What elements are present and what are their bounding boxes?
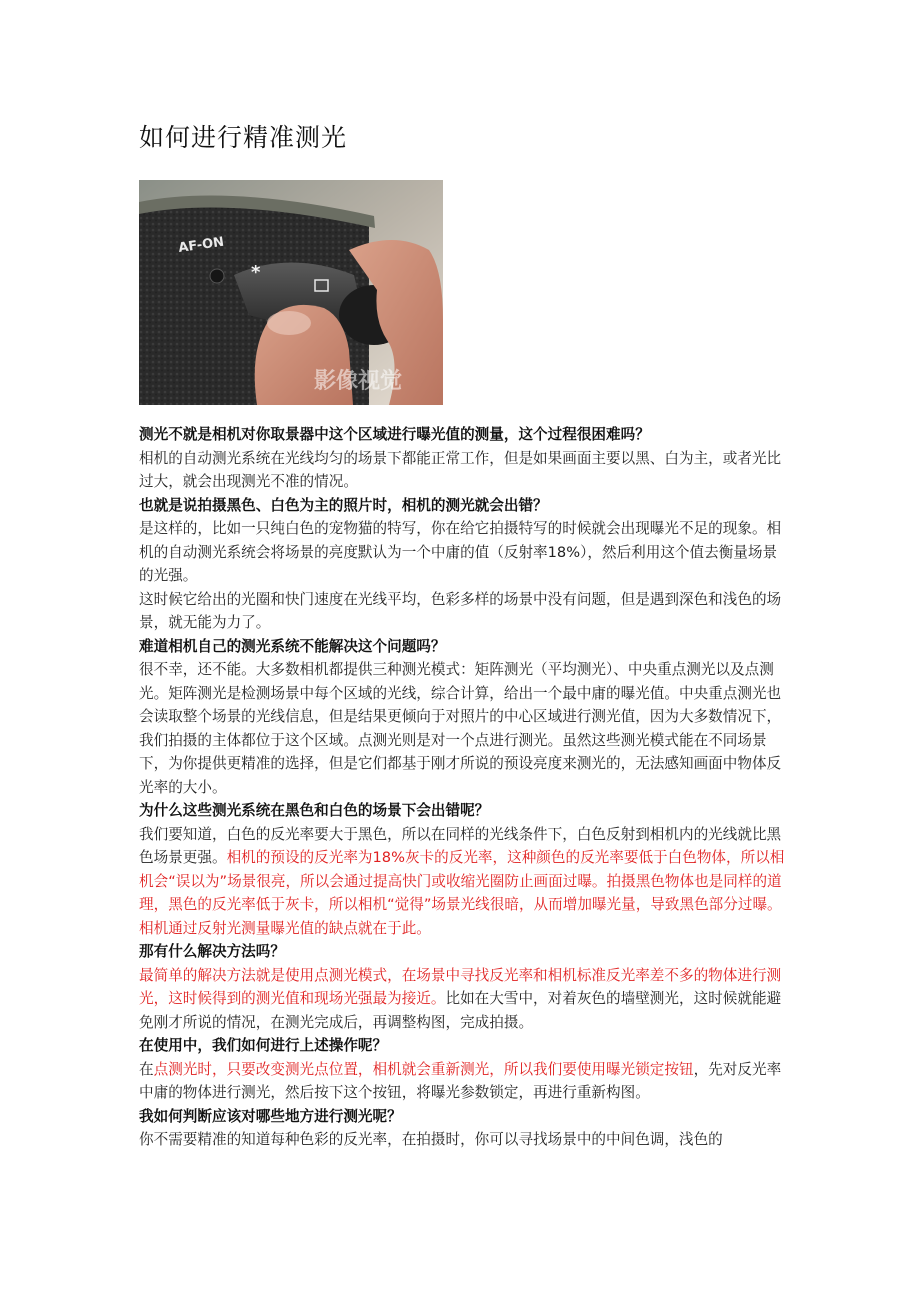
- question-7: 我如何判断应该对哪些地方进行测光呢？: [139, 1107, 402, 1125]
- answer-3: 很不幸，还不能。大多数相机都提供三种测光模式：矩阵测光（平均测光）、中央重点测光以及点测光。矩阵测光是检测场景中每个区域的光线，综合计算，给出一个最中庸的曝光值。中央重点测光也会读取整个场景的光线信息，但是结果更倾向于对照片的中心区域进行测光值，因为大多数情况下，我们拍摄的主体都位于这个区域。点测光则是对一个点进行测光。虽然这些测光模式能在不同场景下，为你提供更精准的选择，但是它们都基于刚才所说的预设亮度来测光的，无法感知画面中物体反光率的大小。: [139, 661, 782, 796]
- camera-button-illustration: [139, 180, 443, 405]
- answer-6-highlight: 点测光时，只要改变测光点位置，相机就会重新测光，所以我们要使用曝光锁定按钮: [153, 1060, 694, 1078]
- answer-1: 相机的自动测光系统在光线均匀的场景下都能正常工作，但是如果画面主要以黑、白为主，或者光比过大，就会出现测光不准的情况。: [139, 449, 782, 490]
- article-body: [139, 423, 789, 1152]
- answer-2-paragraph-2: 这时候它给出的光圈和快门速度在光线平均，色彩多样的场景中没有问题，但是遇到深色和浅色的场景，就无能为力了。: [139, 590, 782, 631]
- answer-7: 你不需要精准的知道每种色彩的反光率，在拍摄时，你可以寻找场景中的中间色调，浅色的: [139, 1131, 723, 1148]
- question-6: 在使用中，我们如何进行上述操作呢？: [139, 1037, 388, 1054]
- question-3: 难道相机自己的测光系统不能解决这个问题吗？: [139, 637, 446, 655]
- question-5: 那有什么解决方法吗？: [139, 943, 285, 960]
- answer-4: [139, 823, 789, 941]
- answer-2-paragraph-1: 是这样的，比如一只纯白色的宠物猫的特写，你在给它拍摄特写的时候就会出现曝光不足的现象。相机的自动测光系统会将场景的亮度默认为一个中庸的值（反射率18%），然后利用这个值去衡量场景的光强。: [139, 520, 782, 584]
- answer-6-text-end: ，先对反光率中庸的物体进行测光，然后按下这个按钮，将曝光参数锁定，再进行重新构图。: [139, 1060, 782, 1101]
- answer-6: [139, 1058, 789, 1105]
- watermark: 影像视觉: [314, 369, 403, 394]
- question-1: 测光不就是相机对你取景器中这个区域进行曝光值的测量，这个过程很困难吗？: [139, 426, 650, 443]
- af-on-label: AF-ON: [177, 234, 225, 256]
- answer-4-text: 我们要知道，白色的反光率要大于黑色，所以在同样的光线条件下，白色反射到相机内的光线就比黑色场景更强。: [139, 825, 782, 866]
- answer-5-text: 比如在大雪中，对着灰色的墙壁测光，这时候就能避免刚才所说的情况，在测光完成后，再调整构图，完成拍摄。: [139, 990, 782, 1031]
- answer-6-text-start: 在: [139, 1060, 154, 1078]
- camera-photo: [139, 180, 443, 405]
- question-2: 也就是说拍摄黑色、白色为主的照片时，相机的测光就会出错？: [139, 496, 548, 514]
- page-title: 如何进行精准测光: [139, 123, 348, 152]
- question-4: 为什么这些测光系统在黑色和白色的场景下会出错呢？: [139, 802, 490, 819]
- answer-5: [139, 964, 789, 1035]
- answer-5-highlight: 最简单的解决方法就是使用点测光模式，在场景中寻找反光率和相机标准反光率差不多的物体进行测光，这时候得到的测光值和现场光强最为接近。: [139, 966, 782, 1007]
- answer-4-highlight: 相机的预设的反光率为18%灰卡的反光率，这种颜色的反光率要低于白色物体，所以相机会“误以为”场景很亮，所以会通过提高快门或收缩光圈防止画面过曝。拍摄黑色物体也是同样的道理，黑色的反光率低于灰卡，所以相机“觉得”场景光线很暗，从而增加曝光量，导致黑色部分过曝。相机通过反射光测量曝光值的缺点就在于此。: [139, 849, 785, 937]
- asterisk-icon: *: [251, 262, 261, 283]
